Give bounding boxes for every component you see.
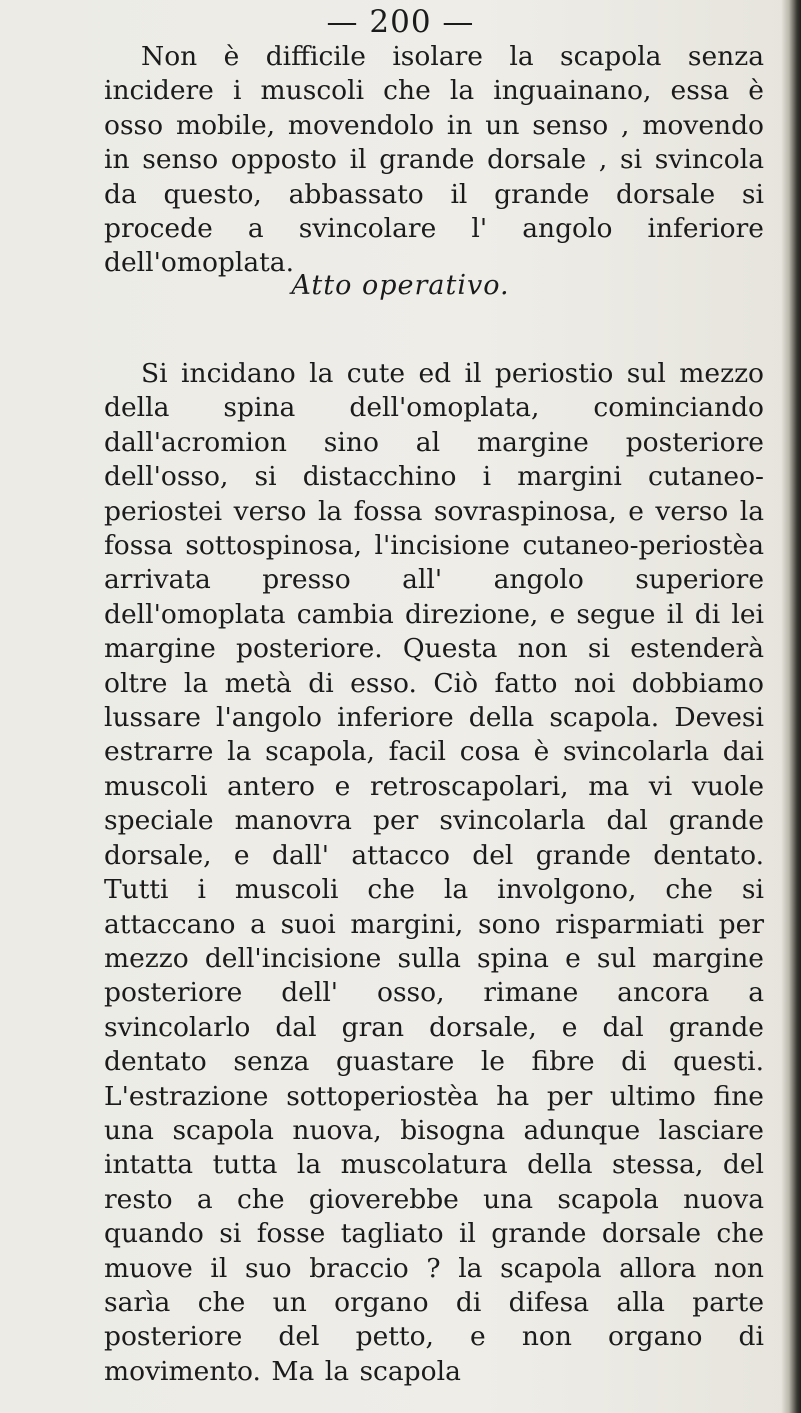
page-number: — 200 — [326, 4, 475, 40]
page-edge-shadow [781, 0, 801, 1413]
paragraph-operative-procedure: Si incidano la cute ed il periostio sul mezzo della spina dell'omoplata, cominciando dall'acromion sino al margine posteriore dell'osso, si distacchino i margini cutaneo-periostei verso la fossa sovraspinosa, e verso la fossa sottospinosa, l'incisione cutaneo-periostèa arrivata presso all' angolo superiore dell'omoplata cambia direzione, e segue il di lei margine posteriore. Questa non si estenderà oltre la metà di esso. Ciò fatto noi dobbiamo lussare l'angolo inferiore della scapola. Devesi estrarre la scapola, facil cosa è svincolarla dai muscoli antero e retroscapolari, ma vi vuole speciale manovra per svincolarla dal grande dorsale, e dall' attacco del grande dentato. Tutti i muscoli che la involgono, che si attaccano a suoi margini, sono risparmiati per mezzo dell'incisione sulla spina e sul margine posteriore dell' osso, rimane ancora a svincolarlo dal gran dorsale, e dal grande dentato senza guastare le fibre di questi. L'estrazione sottoperiostèa ha per ultimo fine una scapola nuova, bisogna adunque lasciare intatta tutta la muscolatura della stessa, del resto a che gioverebbe una scapola nuova quando si fosse tagliato il grande dorsale che muove il suo braccio ? la scapola allora non sarìa che un organo di difesa alla parte posteriore del petto, e non organo di movimento. Ma la scapola [104, 358, 764, 1387]
section-heading: Atto operativo. [291, 270, 510, 301]
paragraph-intro: Non è difficile isolare la scapola senza incidere i muscoli che la inguainano, essa è osso mobile, movendolo in un senso , movendo in senso opposto il grande dorsale , si svincola da questo, abbassato il grande dorsale si procede a svincolare l' angolo inferiore dell'omoplata. [104, 41, 764, 279]
